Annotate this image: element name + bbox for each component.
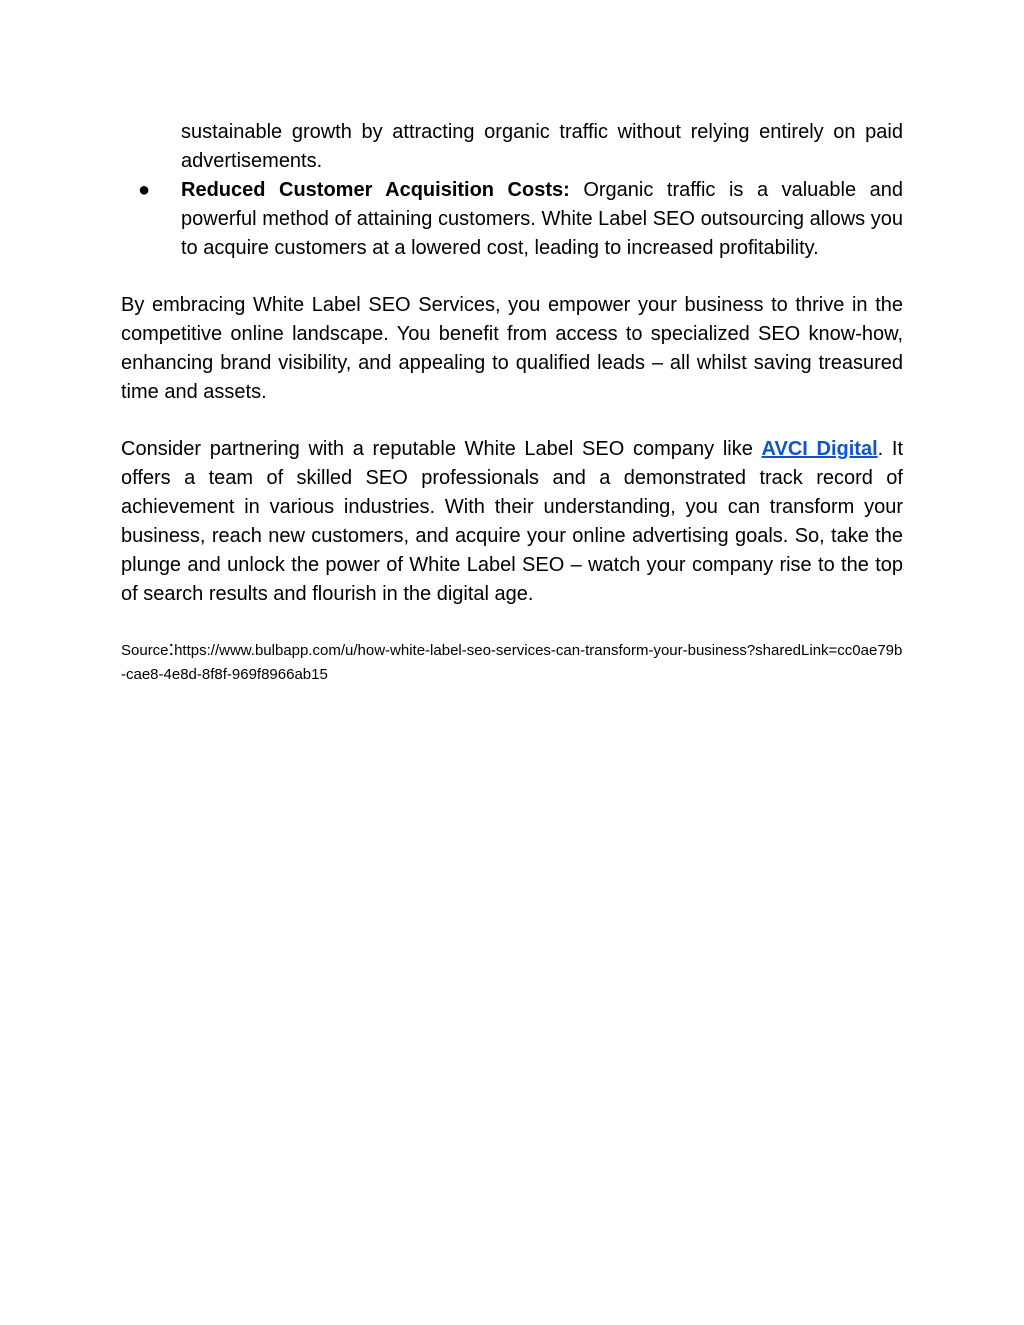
bullet-continuation-text: sustainable growth by attracting organic traffic without relying entirely on paid advertisements.: [181, 121, 903, 172]
paragraph-consider-text-after: . It offers a team of skilled SEO professionals and a demonstrated track record of achievement in various industries. With their understanding, you can transform your business, reach new customers, and acquire your online advertising goals. So, take the plunge and unlock the power of White Label SEO – watch your company rise to the top of search results and flourish in the digital age.: [121, 438, 903, 605]
paragraph-consider: [121, 435, 903, 609]
bullet-item-reduced-costs: [138, 176, 904, 263]
bullet-item-label: Reduced Customer Acquisition Costs:: [181, 179, 570, 201]
bullet-list: [121, 118, 903, 263]
bullet-item-text: Organic traffic is a valuable and powerful method of attaining customers. White Label SEO outsourcing allows you to acquire customers at a lowered cost, leading to increased profitability.: [181, 179, 904, 259]
source-colon: :: [168, 638, 175, 660]
document-page: [121, 118, 903, 687]
bullet-marker-icon: ●: [138, 179, 151, 201]
paragraph-embracing: By embracing White Label SEO Services, you empower your business to thrive in the competitive online landscape. You benefit from access to specialized SEO know-how, enhancing brand visibility, and appealing to qualified leads – all whilst saving treasured time and assets.: [121, 294, 903, 403]
avci-digital-link[interactable]: AVCI Digital: [761, 438, 878, 460]
source-url[interactable]: https://www.bulbapp.com/u/how-white-label-seo-services-can-transform-your-business?sharedLink=cc0ae79b-cae8-4e8d-8f8f-969f8966ab15: [121, 642, 903, 683]
source-line: [121, 637, 903, 687]
source-label: Source: [121, 642, 169, 659]
paragraph-consider-text-before: Consider partnering with a reputable White Label SEO company like: [121, 438, 762, 460]
